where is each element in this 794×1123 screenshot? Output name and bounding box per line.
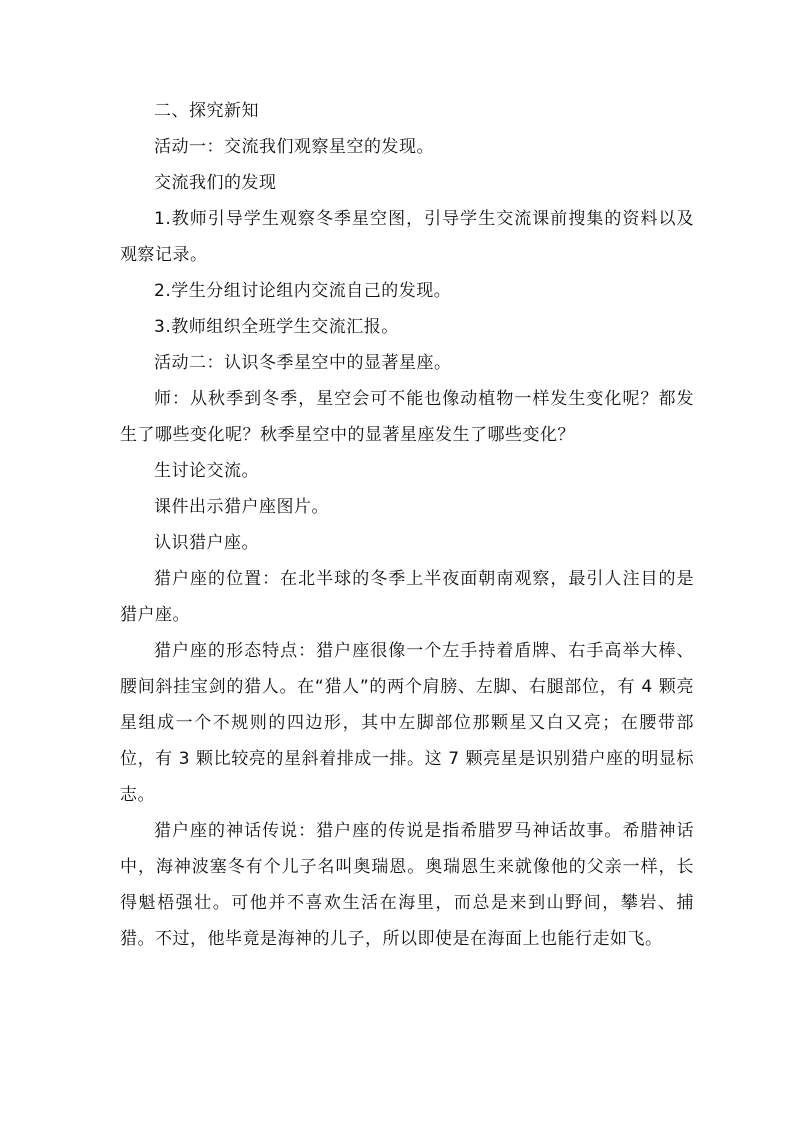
student-discussion-line: 生讨论交流。: [154, 461, 259, 481]
step-three-paragraph: 3.教师组织全班学生交流汇报。: [154, 317, 399, 337]
orion-shape-paragraph: 猎户座的形态特点：猎户座很像一个左手持着盾牌、右手高举大棒、腰间斜挂宝剑的猎人。在“猎人”的两个肩膀、左脚、右腿部位，有 4 颗亮星组成一个不规则的四边形，其中左脚部位那颗星又白又亮；在腰带部位，有 3 颗比较亮的星斜着排成一排。这 7 颗亮星是识别猎户座的明显标志。: [120, 641, 694, 805]
orion-position-paragraph: 猎户座的位置：在北半球的冬季上半夜面朝南观察，最引人注目的是猎户座。: [120, 569, 694, 625]
courseware-line: 课件出示猎户座图片。: [154, 497, 329, 517]
step-one-paragraph: 1.教师引导学生观察冬季星空图，引导学生交流课前搜集的资料以及观察记录。: [120, 209, 694, 265]
orion-myth-paragraph: 猎户座的神话传说：猎户座的传说是指希腊罗马神话故事。希腊神话中，海神波塞冬有个儿子名叫奥瑞恩。奥瑞恩生来就像他的父亲一样，长得魁梧强壮。可他并不喜欢生活在海里，而总是来到山野间，攀岩、捕猎。不过，他毕竟是海神的儿子，所以即使是在海面上也能行走如飞。: [120, 821, 694, 949]
document-body: [120, 93, 694, 957]
section-heading: 二、探究新知: [154, 101, 259, 121]
orion-intro-line: 认识猎户座。: [154, 533, 259, 553]
teacher-question-paragraph: 师：从秋季到冬季，星空会可不能也像动植物一样发生变化呢？都发生了哪些变化呢？秋季星空中的显著星座发生了哪些变化？: [120, 389, 694, 445]
step-two-paragraph: 2.学生分组讨论组内交流自己的发现。: [154, 281, 452, 301]
activity-two-heading: 活动二：认识冬季星空中的显著星座。: [154, 353, 452, 373]
subheading-discoveries: 交流我们的发现: [154, 173, 277, 193]
activity-one-heading: 活动一：交流我们观察星空的发现。: [154, 137, 434, 157]
